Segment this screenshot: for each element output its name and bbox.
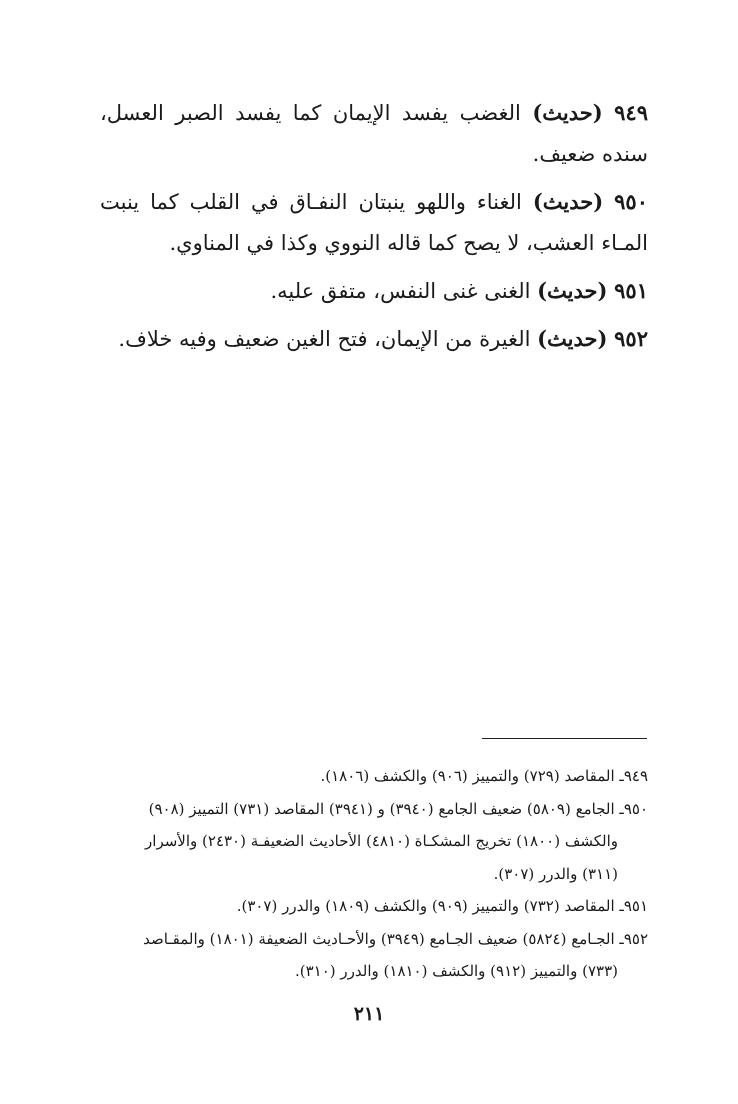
- footnote-line: الجـامع (٥٨٢٤) ضعيف الجـامع (٣٩٤٩) والأحـاديث الضعيفة (١٨٠١) والمقـاصد: [143, 929, 615, 948]
- footnote-label: ٩٥٢ـ: [619, 929, 648, 948]
- entry-number: ٩٥٠: [614, 189, 648, 214]
- hadith-entry-950: [100, 181, 648, 264]
- entry-text: الغنى غنى النفس، متفق عليه.: [270, 279, 531, 303]
- entry-text: الغيرة من الإيمان، فتح الغين ضعيف وفيه خلاف.: [118, 327, 531, 351]
- entry-tag: (حديث): [537, 278, 608, 303]
- footnote-line: المقاصد (٧٢٩) والتمييز (٩٠٦) والكشف (١٨٠٦).: [320, 767, 615, 785]
- footnote-label: ٩٤٩ـ: [619, 767, 648, 785]
- entry-tag: (حديث): [537, 326, 608, 351]
- hadith-entry-952: [100, 318, 648, 360]
- footnote-line: الجامع (٥٨٠٩) ضعيف الجامع (٣٩٤٠) و (٣٩٤١) المقاصد (٧٣١) التمييز (٩٠٨): [148, 799, 615, 818]
- footnote-949: [100, 760, 648, 793]
- footnote-divider: [482, 738, 647, 739]
- entry-text: الغضب يفسد الإيمان كما يفسد الصبر العسل، سنده ضعيف.: [100, 101, 648, 166]
- footnote-label: ٩٥١ـ: [619, 897, 648, 915]
- hadith-entry-951: [100, 270, 648, 312]
- main-text: [100, 92, 648, 366]
- footnote-line: والكشف (١٨٠٠) تخريج المشكـاة (٤٨١٠) الأحاديث الضعيفـة (٢٤٣٠) والأسرار: [145, 832, 618, 850]
- footnote-950: [100, 793, 648, 891]
- footnote-line: (٣١١) والدرر (٣٠٧).: [493, 864, 618, 883]
- hadith-entry-949: [100, 92, 648, 175]
- page-number: ٢١١: [353, 1003, 385, 1025]
- entry-number: ٩٥١: [614, 278, 648, 303]
- entry-text: الغناء واللهو ينبتان النفـاق في القلب كما ينبت المـاء العشب، لا يصح كما قاله النووي وكذا في المناوي.: [100, 190, 648, 255]
- footnote-line: المقاصد (٧٣٢) والتمييز (٩٠٩) والكشف (١٨٠٩) والدرر (٣٠٧).: [236, 897, 615, 915]
- entry-tag: (حديث): [532, 100, 603, 125]
- entry-number: ٩٥٢: [614, 326, 648, 351]
- footnote-952: [100, 923, 648, 988]
- entry-tag: (حديث): [532, 189, 604, 214]
- footnote-951: [100, 890, 648, 923]
- footnotes: [100, 760, 648, 988]
- footnote-label: ٩٥٠ـ: [619, 799, 648, 818]
- entry-number: ٩٤٩: [614, 100, 648, 125]
- footnote-line: (٧٣٣) والتمييز (٩١٢) والكشف (١٨١٠) والدرر (٣١٠).: [295, 962, 618, 980]
